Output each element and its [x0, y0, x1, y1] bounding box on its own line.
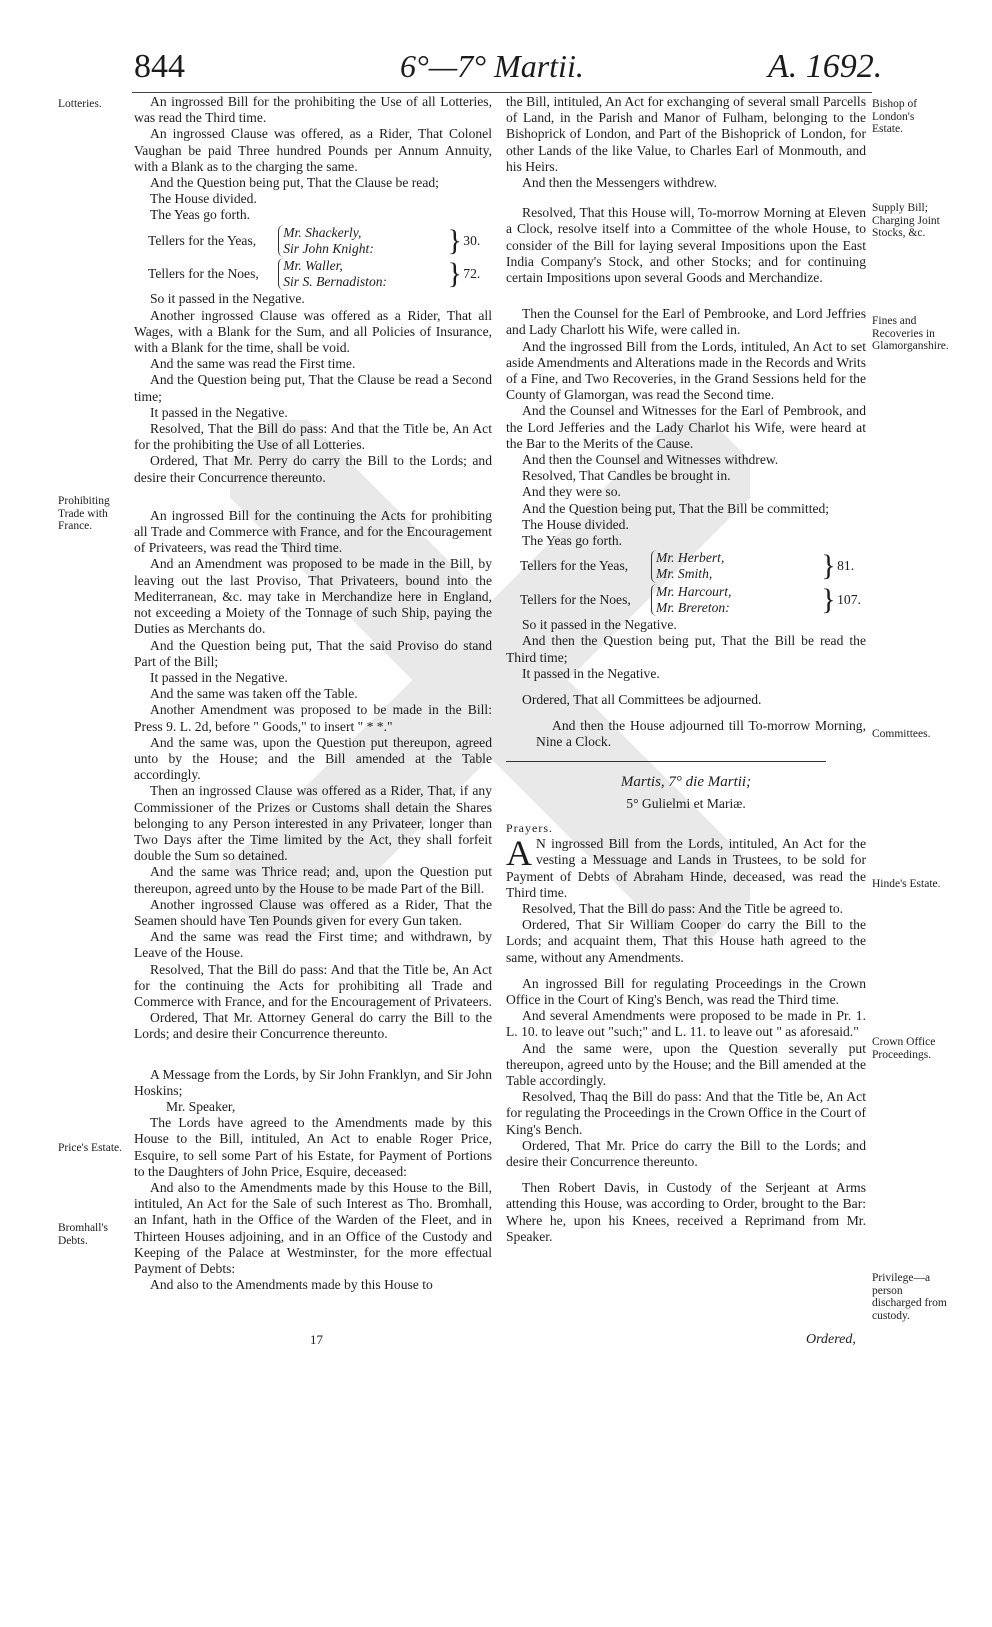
- paragraph: Then the Counsel for the Earl of Pembrooke, and Lord Jeffries and Lady Charlott his Wife, were called in.: [506, 306, 866, 338]
- paragraph: The Yeas go forth.: [522, 533, 623, 549]
- margin-note-bromhall: Bromhall's Debts.: [58, 1222, 108, 1247]
- paragraph: So it passed in the Negative.: [150, 291, 305, 307]
- paragraph-text: N ingrossed Bill from the Lords, intituled, An Act for the vesting a Messuage and Lands in Trustees, to be sold for Payment of Debts of Abraham Hinde, deceased, was read the Third time.: [506, 836, 866, 900]
- paragraph: An ingrossed Bill for regulating Proceedings in the Crown Office in the Court of King's Bench, was read the Third time.: [506, 975, 866, 1007]
- page-date: 6°—7° Martii.: [400, 48, 584, 84]
- paragraph: Another ingrossed Clause was offered as a Rider, That the Seamen should have Ten Pounds given for every Gun taken.: [134, 896, 492, 928]
- drop-cap: A: [506, 833, 532, 874]
- teller-name: Mr. Harcourt,: [656, 583, 732, 599]
- paragraph: Ordered, That Mr. Attorney General do carry the Bill to the Lords; and desire their Concurrence thereunto.: [134, 1010, 492, 1042]
- paragraph: [506, 833, 866, 901]
- paragraph: Resolved, That Candles be brought in.: [522, 468, 731, 484]
- paragraph: The Yeas go forth.: [150, 207, 251, 223]
- margin-note-hinde: Hinde's Estate.: [872, 878, 941, 890]
- tellers-yeas: [148, 225, 492, 257]
- regnal-year: 5° Gulielmi et Mariæ.: [626, 795, 746, 811]
- paragraph: Then an ingrossed Clause was offered as a Rider, That, if any Commissioner of the Prizes or Customs shall detain the Shares belonging to any Person interested in any Privateer, longer than Two Days after the Time limited by the Act, they shall forfeit double the Sum so detained.: [134, 783, 492, 864]
- tellers-names: [278, 225, 446, 257]
- teller-name: Mr. Waller,: [283, 258, 343, 274]
- day-title: Martis, 7° die Martii;: [620, 773, 752, 790]
- paragraph: And the same was read the First time; and withdrawn, by Leave of the House.: [134, 929, 492, 961]
- header-rule: [132, 92, 872, 93]
- paragraph: Resolved, That this House will, To-morrow Morning at Eleven a Clock, resolve itself into a Committee of the whole House, to consider of the Bill for laying several Impositions upon the East India Company's Stock, and other Stocks; and for continuing certain Impositions upon several Goods and Merchandize.: [506, 205, 866, 286]
- paragraph: And the ingrossed Bill from the Lords, intituled, An Act to set aside Amendments and Alterations made in the Records and Writs of a Fine, and Two Recoveries, in the Grand Sessions held for the County of Glamorgan, was read the Second time.: [506, 338, 866, 403]
- paragraph: An ingrossed Bill for the prohibiting the Use of all Lotteries, was read the Third time.: [134, 94, 492, 126]
- section-divider: [506, 761, 826, 762]
- tellers-yeas: [520, 550, 866, 582]
- paragraph: And the Question being put, That the Clause be read;: [150, 175, 439, 191]
- tellers-label: Tellers for the Yeas,: [148, 232, 257, 248]
- tellers-names: [651, 550, 820, 582]
- paragraph: And several Amendments were proposed to be made in Pr. 1. L. 10. to leave out "such;" and L. 11. to leave out " as aforesaid.": [506, 1008, 866, 1040]
- tellers-count: 30.: [463, 232, 481, 248]
- paragraph: Ordered, That Mr. Perry do carry the Bill to the Lords; and desire their Concurrence thereunto.: [134, 453, 492, 485]
- margin-note-privilege: Privilege—a person discharged from custody.: [872, 1272, 947, 1322]
- paragraph: And the Counsel and Witnesses for the Earl of Pembrook, and the Lord Jefferies and the Lady Charlot his Wife, were heard at the Bar to the Merits of the Cause.: [506, 403, 866, 451]
- paragraph: The House divided.: [522, 516, 629, 532]
- tellers-noes: [148, 258, 492, 290]
- margin-note-lotteries: Lotteries.: [58, 98, 102, 110]
- paragraph: Then Robert Davis, in Custody of the Serjeant at Arms attending this House, was according to Order, brought to the Bar: Where he, upon his Knees, received a Reprimand from Mr. Speaker.: [506, 1180, 866, 1244]
- paragraph: So it passed in the Negative.: [522, 617, 677, 633]
- tellers-label: Tellers for the Noes,: [520, 591, 631, 607]
- teller-name: Sir John Knight:: [283, 240, 374, 256]
- paragraph: And then the House adjourned till To-morrow Morning, Nine a Clock.: [536, 718, 866, 750]
- tellers-count: 72.: [463, 266, 481, 282]
- paragraph: the Bill, intituled, An Act for exchanging of several small Parcells of Land, in the Parish and Manor of Fulham, belonging to the Bishoprick of London, and Part of the Bishoprick of London, for other Lands of the like Value, to Charles Earl of Monmouth, and his Heirs.: [506, 94, 866, 174]
- paragraph: And the same was Thrice read; and, upon the Question put thereupon, agreed unto by the House to be made Part of the Bill.: [134, 864, 492, 896]
- paragraph: And the Question being put, That the Bill be committed;: [522, 500, 830, 516]
- margin-note-supply: Supply Bill; Charging Joint Stocks, &c.: [872, 202, 940, 239]
- paragraph: Mr. Speaker,: [166, 1098, 236, 1114]
- paragraph: And they were so.: [522, 484, 621, 500]
- paragraph: Resolved, Thaq the Bill do pass: And that the Title be, An Act for regulating the Proceedings in the Crown Office in the Court of King's Bench.: [506, 1089, 866, 1137]
- teller-name: Mr. Herbert,: [656, 550, 725, 566]
- paragraph: An ingrossed Bill for the continuing the Acts for prohibiting all Trade and Commerce with France, and for the Encouragement of Privateers, was read the Third time.: [134, 507, 492, 556]
- page-number: 844: [134, 48, 185, 85]
- margin-note-fines: Fines and Recoveries in Glamorganshire.: [872, 315, 949, 352]
- signature-mark: 17: [310, 1332, 323, 1347]
- brace: }: [821, 549, 836, 583]
- paragraph: It passed in the Negative.: [150, 669, 288, 685]
- page-year: A. 1692.: [768, 48, 883, 85]
- tellers-label: Tellers for the Noes,: [148, 266, 259, 282]
- paragraph: A Message from the Lords, by Sir John Franklyn, and Sir John Hoskins;: [134, 1066, 492, 1098]
- paragraph: It passed in the Negative.: [150, 404, 288, 420]
- paragraph: The House divided.: [150, 191, 257, 207]
- paragraph: And the same was taken off the Table.: [150, 686, 358, 702]
- paragraph: Resolved, That the Bill do pass: And that the Title be, An Act for the continuing the Acts for prohibiting all Trade and Commerce with France, and for the Encouragement of Privateers.: [134, 961, 492, 1009]
- tellers-noes: [520, 584, 866, 616]
- paragraph: Another ingrossed Clause was offered as a Rider, That all Wages, with a Blank for the Sum, and all Policies of Insurance, with a Blank for the time, shall be void.: [134, 307, 492, 356]
- paragraph: The Lords have agreed to the Amendments made by this House to the Bill, intituled, An Act to enable Roger Price, Esquire, to sell some Part of his Estate, for Payment of Portions to the Daughters of John Price, Esquire, deceased:: [134, 1115, 492, 1179]
- margin-note-crown: Crown Office Proceedings.: [872, 1036, 936, 1061]
- paragraph: And also to the Amendments made by this House to: [150, 1277, 433, 1293]
- paragraph: Resolved, That the Bill do pass: And that the Title be, An Act for the prohibiting the Use of all Lotteries.: [134, 421, 492, 453]
- brace: }: [447, 223, 462, 257]
- paragraph: And the same was read the First time.: [150, 356, 356, 372]
- tellers-count: 107.: [837, 591, 861, 607]
- margin-note-bishop: Bishop of London's Estate.: [872, 98, 918, 135]
- tellers-names: [278, 258, 446, 290]
- paragraph: Ordered, That Sir William Cooper do carry the Bill to the Lords; and acquaint them, That this House hath agreed to the same, without any Amendments.: [506, 917, 866, 965]
- paragraph: And the same was, upon the Question put thereupon, agreed unto by the House; and the Bill amended at the Table accordingly.: [134, 734, 492, 783]
- paragraph: And also to the Amendments made by this House to the Bill, intituled, An Act for the Sale of such Interest as Tho. Bromhall, an Infant, hath in the Office of the Warden of the Fleet, and in Thirteen Houses adjoining, and in an Office of the Custody and Keeping of the Palace at Westminster, for the more effectual Payment of Debts:: [134, 1180, 492, 1277]
- tellers-label: Tellers for the Yeas,: [520, 558, 629, 574]
- tellers-count: 81.: [837, 558, 855, 574]
- prayers-heading: Prayers.: [506, 820, 553, 835]
- paragraph: And then the Question being put, That the Bill be read the Third time;: [506, 633, 866, 665]
- paragraph: Resolved, That the Bill do pass: And the Title be agreed to.: [522, 900, 844, 916]
- paragraph: Ordered, That all Committees be adjourned.: [522, 691, 762, 707]
- paragraph: And the same were, upon the Question severally put thereupon, agreed unto by the House; and the Bill amended at the Table accordingly.: [506, 1040, 866, 1088]
- paragraph: An ingrossed Clause was offered, as a Rider, That Colonel Vaughan be paid Three hundred Pounds per Annum Annuity, with a Blank as to the charging the same.: [134, 126, 492, 174]
- teller-name: Mr. Smith,: [656, 566, 713, 582]
- paragraph: And an Amendment was proposed to be made in the Bill, by leaving out the last Proviso, That Privateers, bound into the Mediterranean, &c. may take in Merchandize here in England, not exceeding a Moiety of the Tonnage of such Ship, paying the Duties as Merchants do.: [134, 556, 492, 637]
- catchword: Ordered,: [806, 1332, 856, 1347]
- paragraph: And the Question being put, That the said Proviso do stand Part of the Bill;: [134, 637, 492, 669]
- paragraph: Another Amendment was proposed to be made in the Bill: Press 9. L. 2d, before " Goods," to insert " * *.": [134, 702, 492, 734]
- paragraph: And the Question being put, That the Clause be read a Second time;: [134, 372, 492, 404]
- paragraph: Ordered, That Mr. Price do carry the Bill to the Lords; and desire their Concurrence thereunto.: [506, 1137, 866, 1169]
- tellers-names: [651, 584, 820, 616]
- margin-note-prohibiting: Prohibiting Trade with France.: [58, 495, 110, 532]
- teller-name: Mr. Brereton:: [656, 599, 730, 615]
- teller-name: Mr. Shackerly,: [283, 224, 362, 240]
- paragraph: And then the Counsel and Witnesses withdrew.: [522, 452, 779, 468]
- left-column: [134, 94, 492, 1293]
- brace: }: [821, 582, 836, 616]
- margin-note-committees: Committees.: [872, 728, 931, 740]
- margin-note-price: Price's Estate.: [58, 1142, 123, 1154]
- paragraph: It passed in the Negative.: [522, 665, 660, 681]
- right-column: [506, 94, 866, 1245]
- brace: }: [447, 257, 462, 291]
- paragraph: And then the Messengers withdrew.: [522, 175, 718, 191]
- teller-name: Sir S. Bernadiston:: [283, 274, 388, 290]
